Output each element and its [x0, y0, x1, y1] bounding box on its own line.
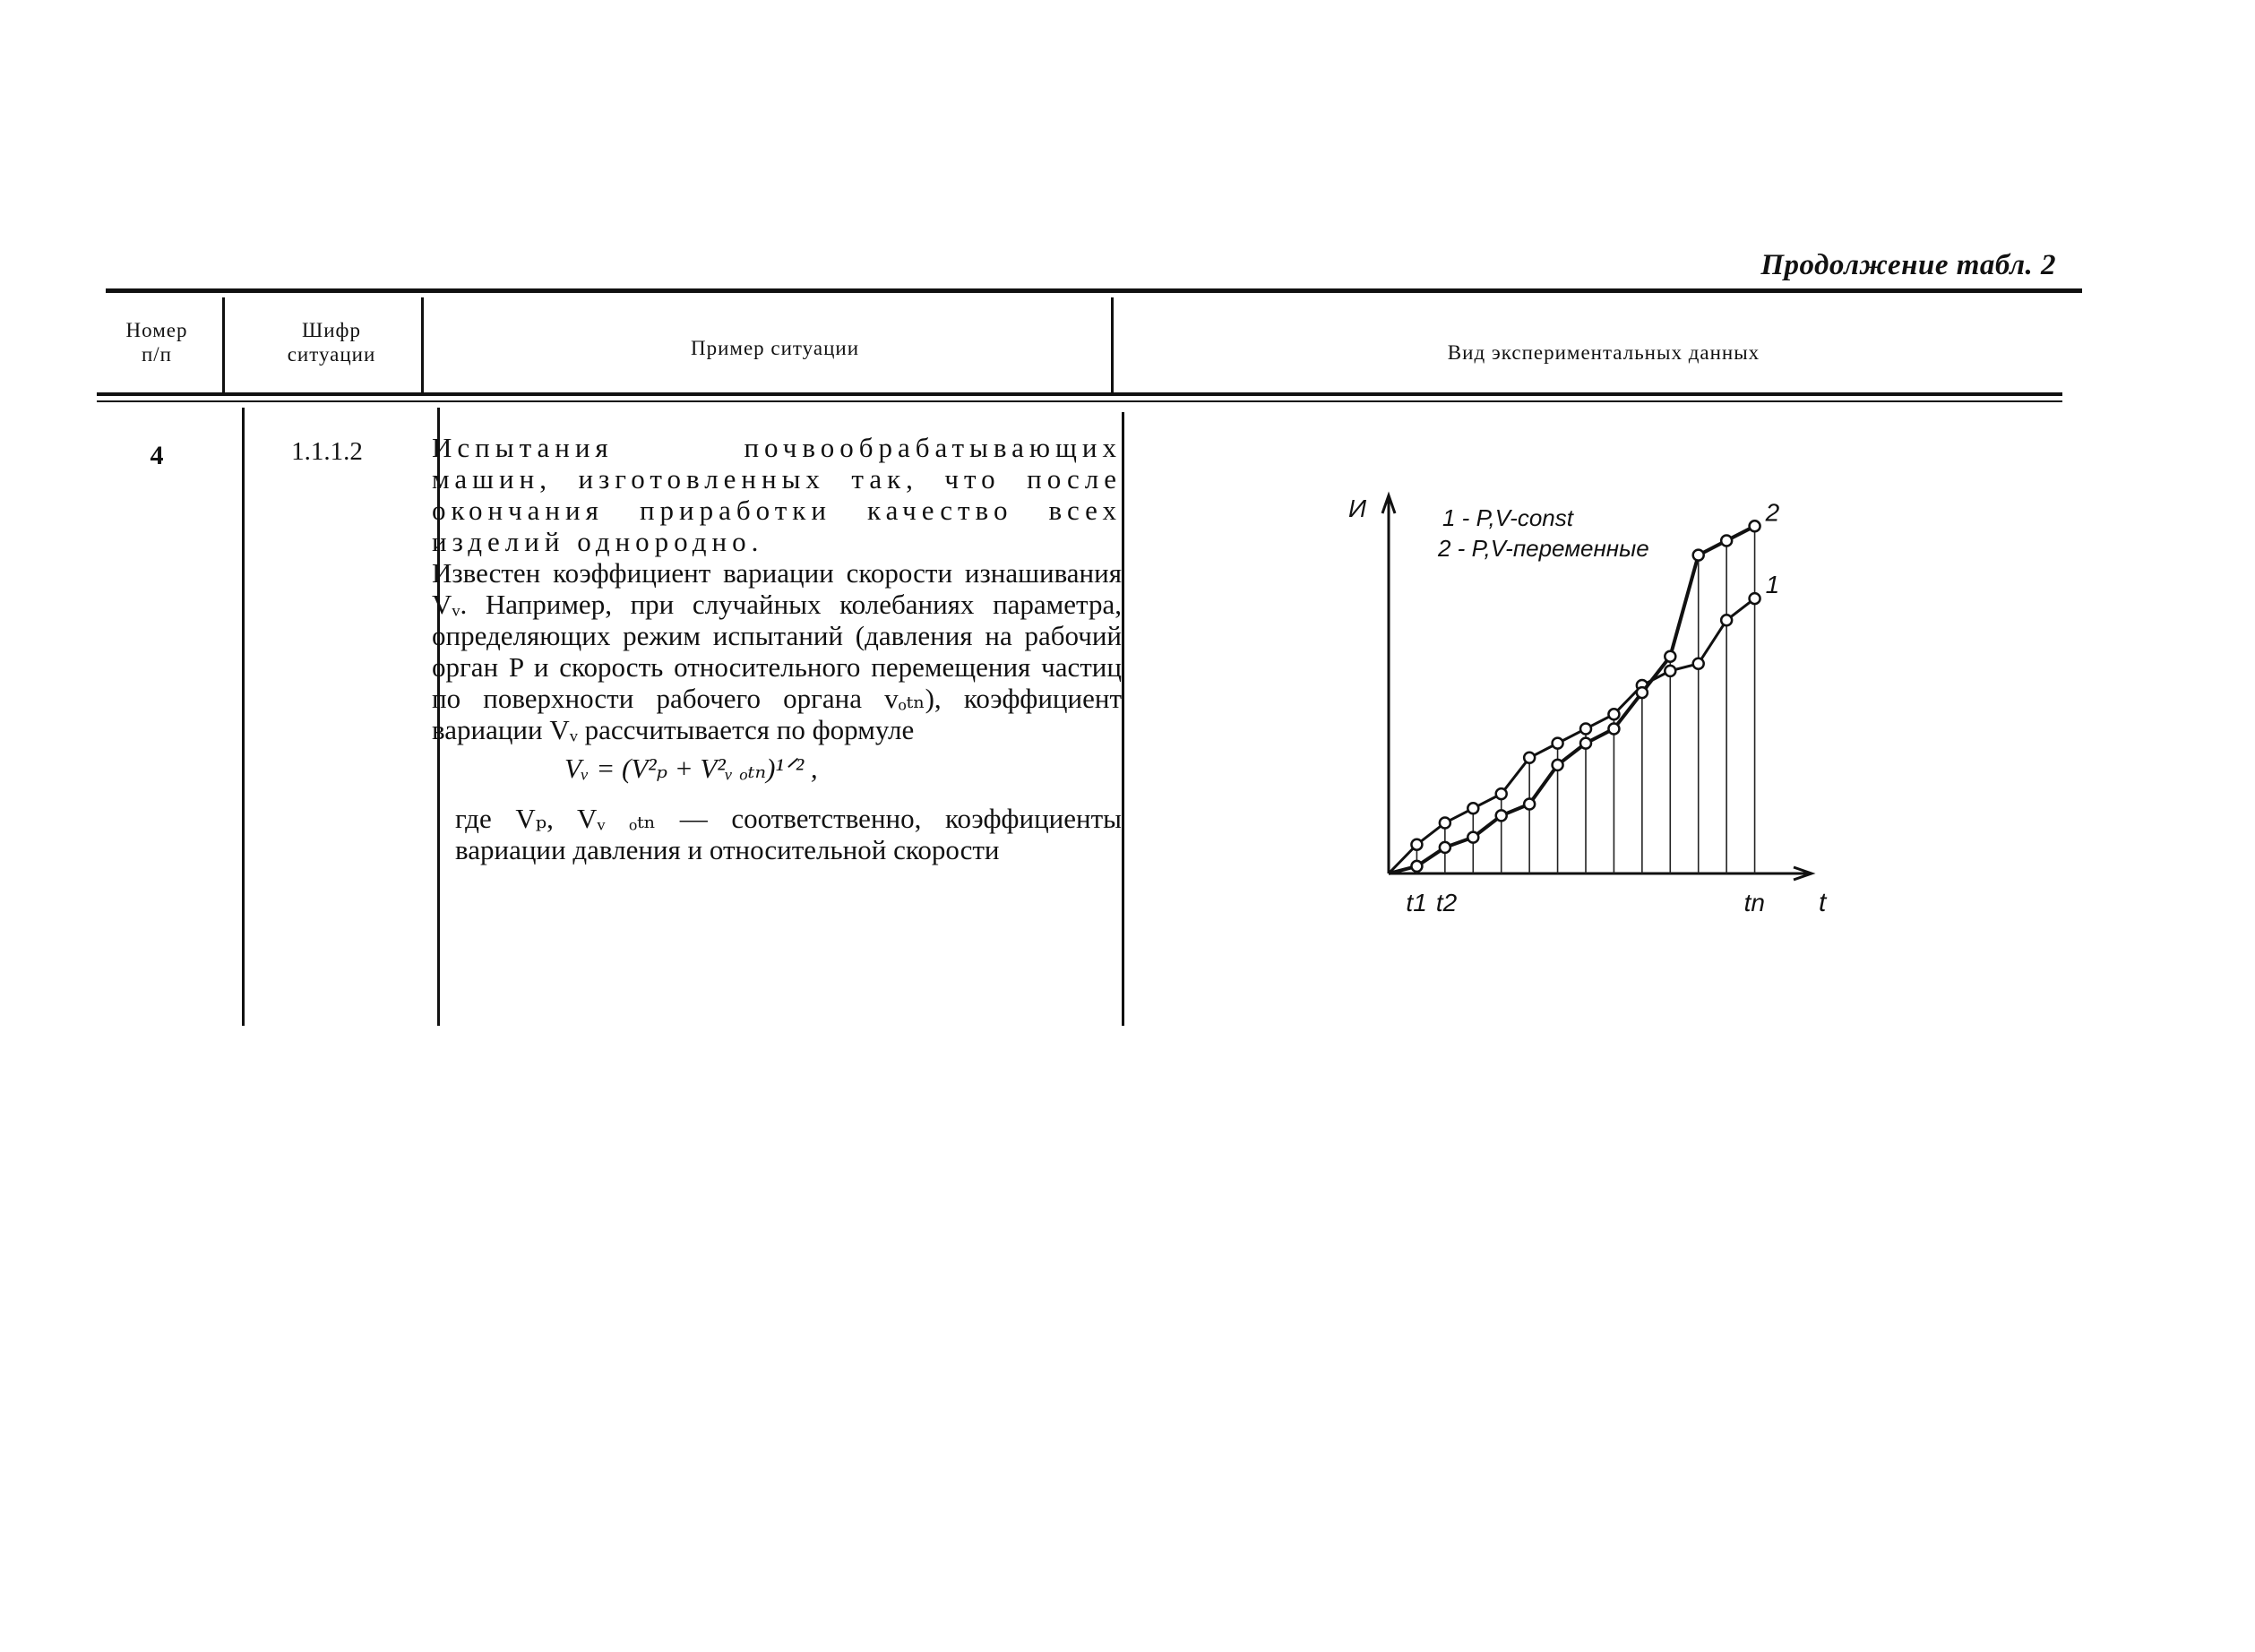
- series-2-label: 2: [1765, 498, 1780, 527]
- series-1-line: [1389, 598, 1755, 873]
- header-number: [99, 318, 215, 366]
- series-1-point: [1580, 723, 1591, 734]
- series-2-point: [1637, 687, 1648, 698]
- series-2-point: [1553, 760, 1563, 770]
- series-1-point: [1721, 615, 1732, 625]
- divider-3: [1111, 297, 1114, 392]
- series-1-point: [1440, 817, 1450, 828]
- wear-chart: [1326, 461, 1846, 927]
- series-2-point: [1580, 738, 1591, 749]
- series-1-point: [1524, 753, 1535, 763]
- series-2-point: [1440, 842, 1450, 853]
- series-1-point: [1467, 803, 1478, 813]
- series-2-point: [1750, 521, 1760, 531]
- divider-2: [421, 297, 424, 392]
- legend-entry-1: 1 - P,V-const: [1442, 504, 1573, 531]
- x-axis-label: t: [1819, 888, 1827, 917]
- series-1-point: [1665, 666, 1675, 676]
- row-number: 4: [150, 441, 164, 470]
- description-where: где Vₚ, Vᵥ ₒₜₙ — соответственно, коэффициенты вариации давления и относительной скорости: [455, 803, 1122, 865]
- series-1-point: [1693, 658, 1704, 669]
- series-1-point: [1553, 738, 1563, 749]
- x-tick-label-tn: tn: [1743, 889, 1765, 916]
- header-code: [260, 318, 403, 366]
- series-1-label: 1: [1765, 571, 1780, 599]
- description-main: Известен коэффициент вариации скорости изнашивания Vᵥ. Например, при случайных колебаниях параметра, определяющих режим испытаний (давления на рабочий орган P и скорость относительного перемещения частиц по поверхности рабочего органа vₒₜₙ), коэффициент вариации Vᵥ рассчитывается по формуле: [432, 557, 1122, 745]
- continuation-label: Продолжение табл. 2: [1760, 249, 2056, 281]
- header-bottom-rule: [97, 392, 2062, 396]
- description-spaced: Испытания почвообрабатывающих машин, изготовленных так, что после окончания приработки качество всех изделий однородно.: [432, 432, 1122, 557]
- header-code-line1: Шифр: [302, 319, 361, 341]
- series-2-point: [1411, 861, 1422, 872]
- x-tick-label-t2: t2: [1435, 889, 1458, 916]
- header-example: Пример ситуации: [690, 337, 860, 359]
- y-axis-label: И: [1348, 495, 1367, 522]
- series-2-point: [1665, 651, 1675, 662]
- series-2-point: [1524, 798, 1535, 809]
- header-code-line2: ситуации: [287, 343, 376, 366]
- legend-entry-2: 2 - P,V-переменные: [1438, 535, 1649, 562]
- header-bottom-rule-2: [97, 400, 2062, 402]
- series-2-point: [1467, 832, 1478, 843]
- series-1-point: [1608, 709, 1619, 719]
- row-code: 1.1.1.2: [291, 437, 363, 466]
- series-2-point: [1693, 550, 1704, 561]
- series-1-point: [1496, 788, 1507, 799]
- row-description: [432, 432, 1122, 865]
- header-number-line1: Номер: [125, 319, 188, 341]
- header-data-type: Вид экспериментальных данных: [1447, 341, 1760, 364]
- header-number-line2: п/п: [141, 343, 172, 366]
- series-2-point: [1496, 810, 1507, 821]
- divider-1-body: [242, 408, 245, 1026]
- series-2-point: [1608, 723, 1619, 734]
- series-1-point: [1411, 839, 1422, 850]
- series-1-point: [1750, 593, 1760, 604]
- x-tick-label-t1: t1: [1406, 889, 1427, 916]
- series-2-point: [1721, 535, 1732, 546]
- table-top-rule: [106, 288, 2082, 293]
- variation-formula: Vᵥ = (V²ₚ + V²ᵥ ₒₜₙ)¹ᐟ² ,: [564, 753, 818, 784]
- divider-1: [222, 297, 225, 392]
- divider-3-body: [1122, 412, 1124, 1026]
